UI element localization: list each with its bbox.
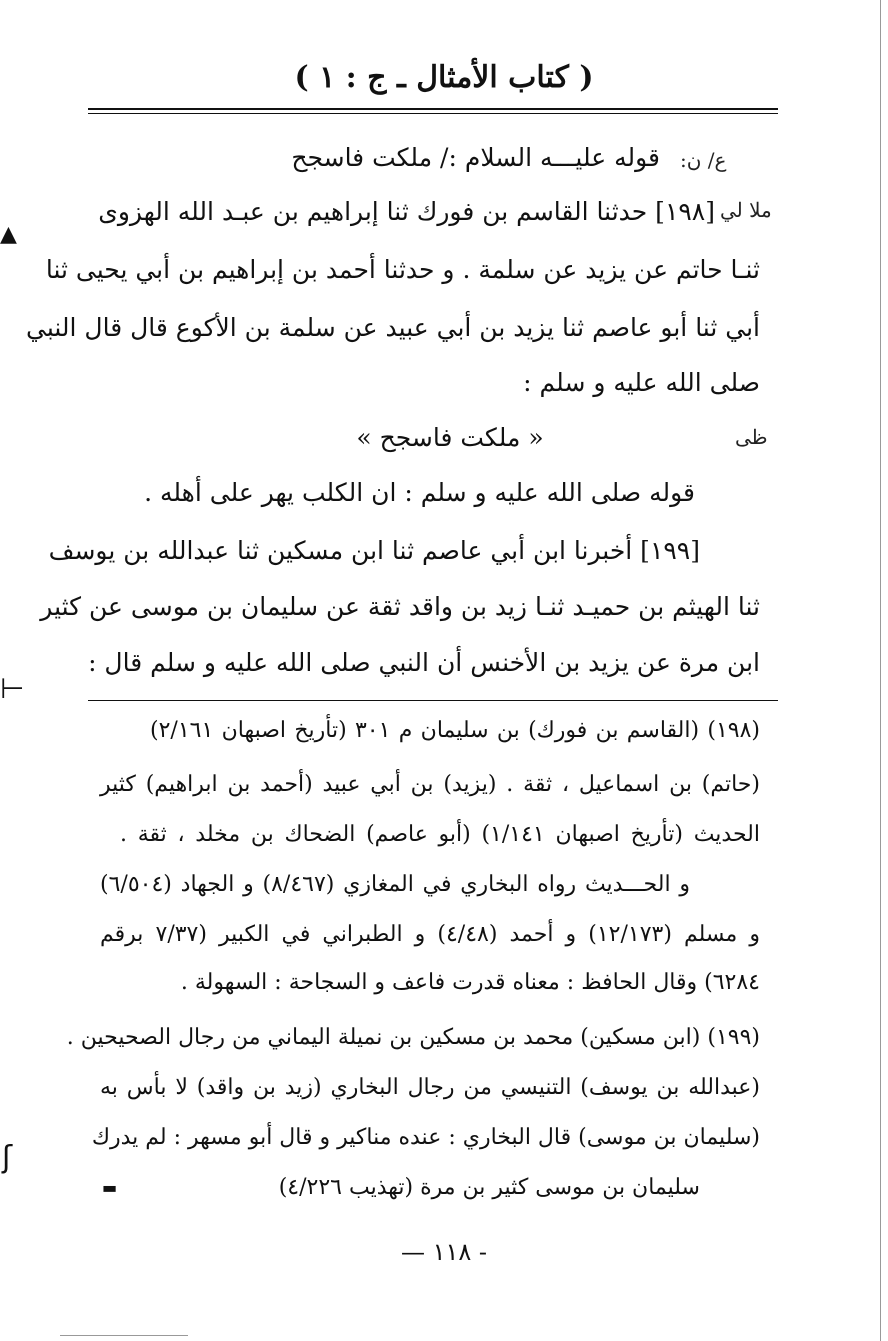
body-line: أبي ثنا أبو عاصم ثنا يزيد بن أبي عبيد عن سلمة بن الأكوع قال قال النبي xyxy=(26,313,760,342)
footnote-line: الحديث (تأريخ اصبهان ١/١٤١) (أبو عاصم) الضحاك بن مخلد ، ثقة . xyxy=(120,822,760,847)
scan-mark-triangle-icon: ▲ xyxy=(0,222,17,247)
header-rule-thin xyxy=(88,113,778,114)
body-line: قوله صلى الله عليه و سلم : ان الكلب يهر على أهله . xyxy=(144,478,695,507)
body-line: ثنا الهيثم بن حميـد ثنـا زيد بن واقد ثقة عن سليمان بن موسى عن كثير xyxy=(40,592,760,621)
footnote-line: سليمان بن موسى كثير بن مرة (تهذيب ٤/٢٢٦) xyxy=(278,1175,700,1200)
footnote-line: (١٩٨) (القاسم بن فورك) بن سليمان م ٣٠١ (تأريخ اصبهان ٢/١٦١) xyxy=(150,718,760,743)
margin-note-2: ملا لي xyxy=(720,198,772,222)
footnote-line: (حاتم) بن اسماعيل ، ثقة . (يزيد) بن أبي عبيد (أحمد بن ابراهيم) كثير xyxy=(100,772,760,797)
footnote-line: (سليمان بن موسى) قال البخاري : عنده مناكير و قال أبو مسهر : لم يدرك xyxy=(91,1125,760,1150)
proverb-line: « ملكت فاسجح » xyxy=(356,423,544,452)
body-line: قوله عليـــه السلام :/ ملكت فاسجح xyxy=(291,143,660,172)
page-number: — ١١٨ - xyxy=(400,1238,488,1266)
body-line: [١٩٨] حدثنا القاسم بن فورك ثنا إبراهيم بن عبـد الله الهزوى xyxy=(98,197,715,226)
running-header: ( كتاب الأمثال ـ ج : ١ ) xyxy=(294,60,594,95)
body-line: صلى الله عليه و سلم : xyxy=(523,368,760,397)
footnote-line: ٦٢٨٤) وقال الحافظ : معناه قدرت فاعف و السجاحة : السهولة . xyxy=(180,970,760,995)
scan-edge-bottom xyxy=(60,1335,188,1336)
scan-mark-bracket-icon: ⊢ xyxy=(0,672,25,705)
margin-note-1: ع/ ن: xyxy=(680,148,727,172)
scan-mark-hook-icon: ʃ xyxy=(2,1140,13,1175)
footnote-line: و الحـــديث رواه البخاري في المغازي (٨/٤٦٧) و الجهاد (٦/٥٠٤) xyxy=(100,872,690,897)
footnote-rule xyxy=(88,700,778,701)
scan-edge-right xyxy=(880,0,881,1341)
footnote-line: (١٩٩) (ابن مسكين) محمد بن مسكين بن نميلة اليماني من رجال الصحيحين . xyxy=(66,1025,760,1050)
body-line: [١٩٩] أخبرنا ابن أبي عاصم ثنا ابن مسكين ثنا عبدالله بن يوسف xyxy=(48,536,700,565)
dash-mark-icon: ▬ xyxy=(102,1178,118,1197)
header-rule xyxy=(88,108,778,110)
body-line: ثنـا حاتم عن يزيد عن سلمة . و حدثنا أحمد بن إبراهيم بن أبي يحيى ثنا xyxy=(45,255,760,284)
body-line: ابن مرة عن يزيد بن الأخنس أن النبي صلى الله عليه و سلم قال : xyxy=(88,648,760,677)
footnote-line: و مسلم (١٢/١٧٣) و أحمد (٤/٤٨) و الطبراني في الكبير (٧/٣٧ برقم xyxy=(100,922,761,947)
footnote-line: (عبدالله بن يوسف) التنيسي من رجال البخاري (زيد بن واقد) لا بأس به xyxy=(100,1075,760,1100)
margin-note-3: ظى xyxy=(735,425,768,449)
